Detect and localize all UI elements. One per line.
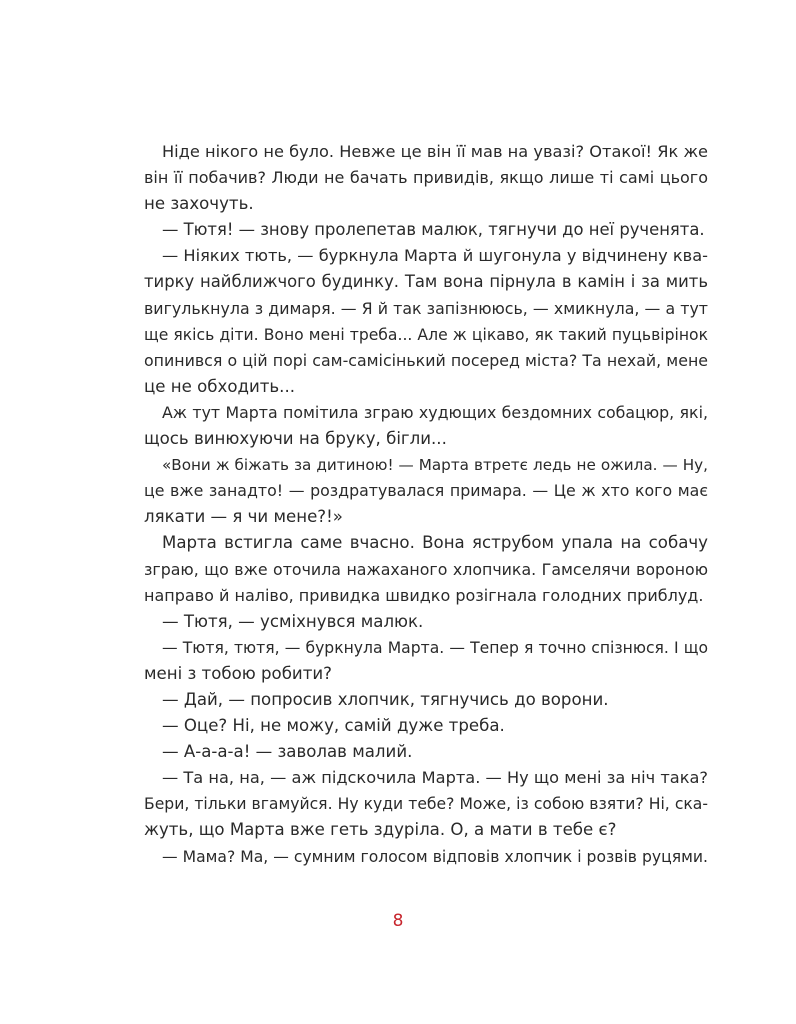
text-line: — Ніяких тють, — буркнула Марта й шугонула у відчинену ква- bbox=[162, 246, 708, 266]
text-line: опинився о цій порі сам-самісінький посеред міста? Та нехай, мене bbox=[144, 350, 708, 370]
text-line: — Оце? Ні, не можу, самій дуже треба. bbox=[162, 716, 505, 736]
text-line: — Тютя, тютя, — буркнула Марта. — Тепер я точно спізнюся. І що bbox=[162, 638, 708, 657]
text-line: щось винюхуючи на бруку, бігли... bbox=[144, 429, 447, 449]
text-line: лякати — я чи мене?!» bbox=[144, 507, 343, 527]
text-line: зграю, що вже оточила нажаханого хлопчика. Гамселячи вороною bbox=[144, 559, 708, 579]
text-line: він її побачив? Люди не бачать привидів, якщо лише ті самі цього bbox=[144, 168, 708, 188]
text-line: — Тютя! — знову пролепетав малюк, тягнучи до неї рученята. bbox=[162, 220, 705, 240]
text-line: мені з тобою робити? bbox=[144, 663, 332, 683]
text-line: — Мама? Ма, — сумним голосом відповів хлопчик і розвів руцями. bbox=[162, 847, 708, 866]
text-line: Бери, тільки вгамуйся. Ну куди тебе? Може, із собою взяти? Ні, ска- bbox=[144, 795, 708, 814]
page-number: 8 bbox=[392, 911, 404, 931]
text-line: тирку найближчого будинку. Там вона пірнула в камін і за мить bbox=[144, 272, 708, 292]
text-line: ще якісь діти. Воно мені треба... Але ж цікаво, як такий пуцьвірінок bbox=[144, 325, 708, 344]
text-line: вигулькнула з димаря. — Я й так запізнююсь, — хмикнула, — а тут bbox=[144, 298, 708, 318]
text-line: це вже занадто! — роздратувалася примара. — Це ж хто кого має bbox=[144, 481, 708, 501]
text-line: направо й наліво, привидка швидко розігнала голодних приблуд. bbox=[144, 585, 704, 605]
text-line: — Дай, — попросив хлопчик, тягнучись до ворони. bbox=[162, 689, 609, 709]
text-line: не захочуть. bbox=[144, 194, 254, 214]
text-line: це не обходить... bbox=[144, 376, 295, 396]
text-line: Аж тут Марта помітила зграю худющих бездомних собацюр, які, bbox=[162, 402, 708, 422]
text-line: Марта встигла саме вчасно. Вона яструбом упала на собачу bbox=[162, 533, 708, 553]
body-text bbox=[144, 139, 708, 870]
text-line: — Тютя, — усміхнувся малюк. bbox=[162, 611, 424, 631]
text-line: — Та на, на, — аж підскочила Марта. — Ну що мені за ніч така? bbox=[162, 768, 708, 788]
text-line: жуть, що Марта вже геть здуріла. О, а мати в тебе є? bbox=[144, 820, 617, 840]
text-line: Ніде нікого не було. Невже це він її мав на увазі? Отакої! Як же bbox=[162, 142, 708, 161]
text-line: «Вони ж біжать за дитиною! — Марта втретє ледь не ожила. — Ну, bbox=[162, 456, 708, 475]
text-line: — А-а-а-а! — заволав малий. bbox=[162, 742, 413, 762]
